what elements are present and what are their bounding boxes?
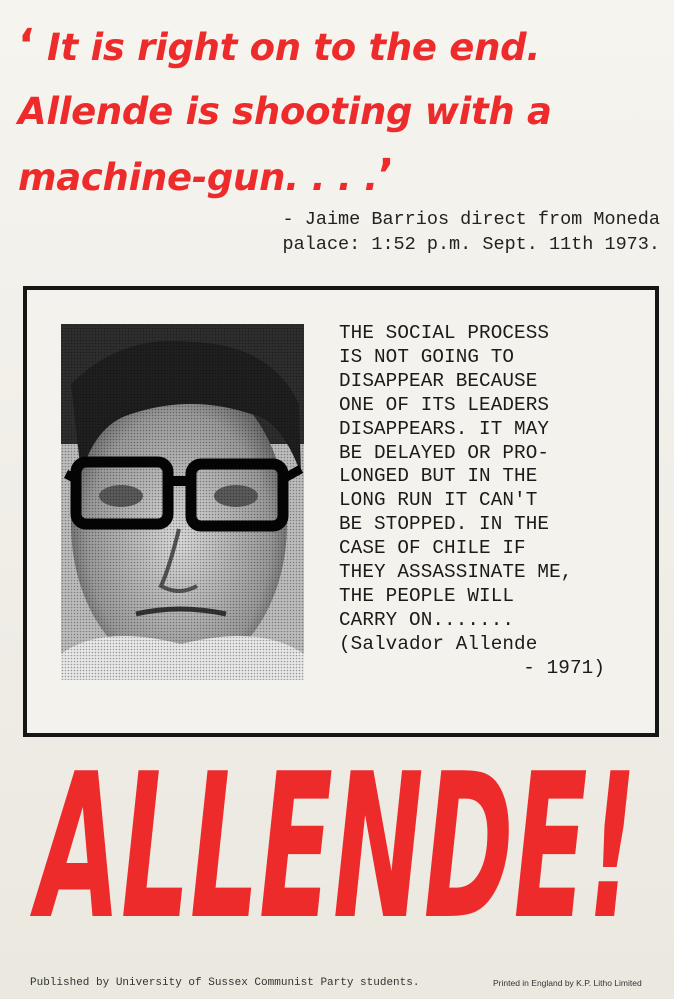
quote-line-1 <box>18 14 668 80</box>
boxed-panel <box>23 286 659 737</box>
quote-line-1-text: It is right on to the end. <box>47 26 541 69</box>
attribution-line-1: - Jaime Barrios direct from Moneda <box>282 209 660 230</box>
statement-line: ONE OF ITS LEADERS <box>339 393 550 416</box>
publisher-credit: Published by University of Sussex Communist Party students. <box>30 977 420 989</box>
statement-year-line: - 1971) <box>523 656 605 679</box>
portrait-image <box>61 324 304 680</box>
statement-line: BE DELAYED OR PRO- <box>339 441 550 464</box>
quote-attribution <box>150 207 660 257</box>
allende-headline <box>0 728 674 938</box>
statement-line: BE STOPPED. IN THE <box>339 513 550 536</box>
red-quote <box>18 14 668 210</box>
close-quote-mark: ’ <box>377 150 395 201</box>
statement-line: THE SOCIAL PROCESS <box>339 322 550 344</box>
statement-line: DISAPPEAR BECAUSE <box>339 369 538 392</box>
statement-line: THEY ASSASSINATE ME, <box>339 561 573 584</box>
statement-line: CARRY ON....... <box>339 608 515 631</box>
statement-line: THE PEOPLE WILL <box>339 584 515 607</box>
statement-line: IS NOT GOING TO <box>339 345 515 368</box>
quote-line-2: Allende is shooting with a <box>18 90 552 133</box>
headline-text: ALLENDE! <box>29 731 637 938</box>
statement-line: DISAPPEARS. IT MAY <box>339 417 550 440</box>
quote-line-3 <box>18 144 668 210</box>
statement-line: LONG RUN IT CAN'T <box>339 489 538 512</box>
allende-statement <box>339 322 639 681</box>
printer-credit: Printed in England by K.P. Litho Limited <box>493 978 642 988</box>
quote-line-3-text: machine-gun. . . . <box>18 156 378 199</box>
statement-line: CASE OF CHILE IF <box>339 537 526 560</box>
statement-line: (Salvador Allende <box>339 632 538 655</box>
statement-line: LONGED BUT IN THE <box>339 465 538 488</box>
open-quote-mark: ‘ <box>18 20 35 71</box>
attribution-line-2: palace: 1:52 p.m. Sept. 11th 1973. <box>282 234 660 255</box>
allende-portrait-photo <box>61 324 304 680</box>
